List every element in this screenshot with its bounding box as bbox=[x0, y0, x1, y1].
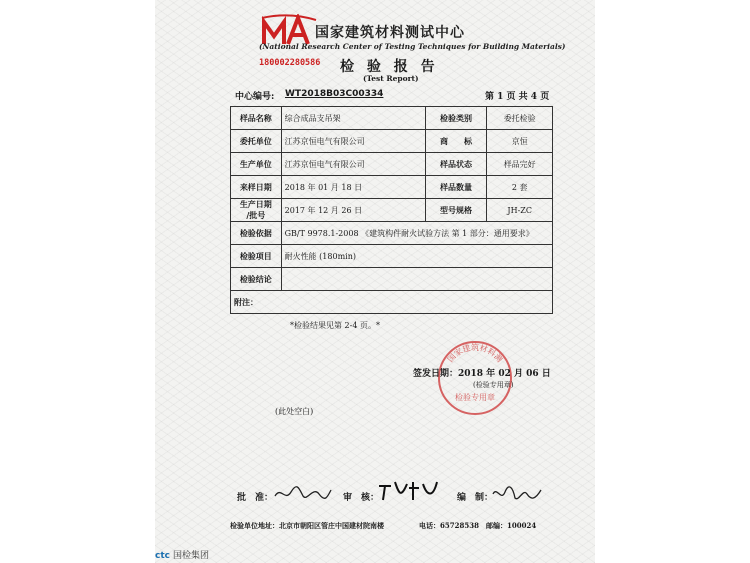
client-value: 江苏京恒电气有限公司 bbox=[281, 130, 425, 153]
preparer-signature bbox=[491, 484, 543, 504]
production-date-label bbox=[231, 199, 282, 222]
trademark-label: 商 标 bbox=[425, 130, 487, 153]
page-info: 第 1 页 共 4 页 bbox=[485, 92, 550, 102]
svg-text:国家建筑材料测 bbox=[446, 342, 505, 364]
sample-qty-value: 2 套 bbox=[487, 176, 553, 199]
report-title-en: (Test Report) bbox=[363, 74, 419, 83]
sample-state-value: 样品完好 bbox=[487, 153, 553, 176]
seal-text-top: 国家建筑材料测 bbox=[445, 343, 505, 365]
manufacturer-value: 江苏京恒电气有限公司 bbox=[281, 153, 425, 176]
arrival-date-label: 来样日期 bbox=[231, 176, 282, 199]
basis-label: 检验依据 bbox=[231, 222, 282, 245]
table-row bbox=[231, 268, 553, 291]
table-row bbox=[231, 291, 553, 314]
cma-cert-number: 180002280586 bbox=[259, 58, 321, 68]
sample-state-label: 样品状态 bbox=[425, 153, 487, 176]
report-table bbox=[230, 106, 553, 314]
approve-label: 批 准： bbox=[237, 493, 274, 503]
table-row bbox=[231, 176, 553, 199]
prepare-label: 编 制： bbox=[457, 493, 494, 503]
basis-value: GB/T 9978.1-2008 《建筑构件耐火试验方法 第 1 部分：通用要求》 bbox=[281, 222, 552, 245]
test-type-label: 检验类别 bbox=[425, 107, 487, 130]
table-row bbox=[231, 245, 553, 268]
test-items-value: 耐火性能 (180min) bbox=[281, 245, 552, 268]
remarks-cell bbox=[231, 291, 553, 314]
footer-address: 检验单位地址：北京市朝阳区管庄中国建材院南楼 电话：65728538 邮编：100024 bbox=[230, 521, 537, 530]
client-label: 委托单位 bbox=[231, 130, 282, 153]
seal-label: (检验专用章) bbox=[473, 381, 514, 389]
review-label: 审 核： bbox=[343, 493, 380, 503]
model-label: 型号规格 bbox=[425, 199, 487, 222]
corp-name: 国检集团 bbox=[172, 551, 209, 561]
trademark-value: 京恒 bbox=[487, 130, 553, 153]
arrival-date-value: 2018 年 01 月 18 日 bbox=[281, 176, 425, 199]
conclusion-cell bbox=[281, 268, 552, 291]
test-items-label: 检验项目 bbox=[231, 245, 282, 268]
manufacturer-label: 生产单位 bbox=[231, 153, 282, 176]
table-row bbox=[231, 107, 553, 130]
center-number-label: 中心编号: bbox=[235, 92, 275, 102]
model-value: JH-ZC bbox=[487, 199, 553, 222]
sample-qty-label: 样品数量 bbox=[425, 176, 487, 199]
conclusion-value: *检验结果见第 2-4 页。* bbox=[290, 321, 380, 330]
table-row bbox=[231, 153, 553, 176]
remarks-label: 附注： bbox=[234, 296, 258, 307]
production-date-label-line1: 生产日期 bbox=[239, 199, 272, 209]
report-sheet bbox=[155, 0, 595, 563]
approver-signature bbox=[273, 482, 333, 504]
reviewer-signature bbox=[377, 478, 439, 504]
seal-text-bottom: 检验专用章 bbox=[455, 393, 495, 402]
sample-name-value: 综合成品支吊架 bbox=[281, 107, 425, 130]
issue-date: 签发日期：2018 年 02 月 06 日 bbox=[413, 369, 551, 379]
report-title: 检 验 报 告 bbox=[340, 59, 439, 75]
ctc-logo: ctc bbox=[155, 551, 170, 561]
org-name-cn: 国家建筑材料测试中心 bbox=[315, 25, 465, 41]
remarks-value: (此处空白) bbox=[275, 407, 314, 416]
table-row bbox=[231, 222, 553, 245]
ctc-brand bbox=[155, 548, 209, 561]
table-row bbox=[231, 130, 553, 153]
sample-name-label: 样品名称 bbox=[231, 107, 282, 130]
center-number: WT2018B03C00334 bbox=[285, 89, 384, 99]
production-date-value: 2017 年 12 月 26 日 bbox=[281, 199, 425, 222]
table-row bbox=[231, 199, 553, 222]
org-name-en: (National Research Center of Testing Techniques for Building Materials) bbox=[259, 42, 566, 51]
conclusion-label: 检验结论 bbox=[231, 268, 282, 291]
production-date-label-line2: /批号 bbox=[246, 210, 266, 220]
test-type-value: 委托检验 bbox=[487, 107, 553, 130]
